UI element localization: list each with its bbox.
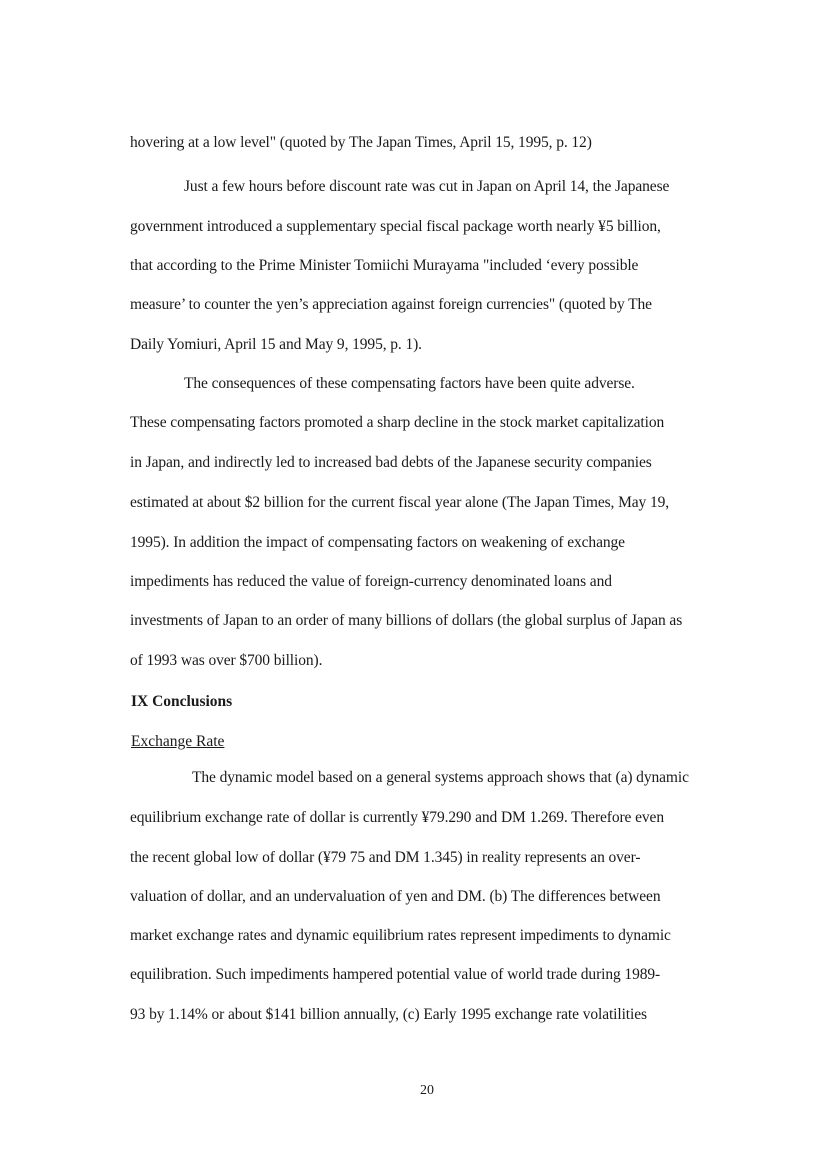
conclusion-line: The dynamic model based on a general systems approach shows that (a) dynamic bbox=[192, 769, 689, 786]
subsection-heading: Exchange Rate bbox=[131, 733, 225, 750]
body-line: measure’ to counter the yen’s appreciation against foreign currencies" (quoted by The bbox=[130, 296, 652, 313]
body-line: government introduced a supplementary special fiscal package worth nearly ¥5 billion, bbox=[130, 218, 661, 235]
conclusion-line: valuation of dollar, and an undervaluation of yen and DM. (b) The differences between bbox=[130, 888, 661, 905]
body-line: These compensating factors promoted a sharp decline in the stock market capitalization bbox=[130, 414, 665, 431]
conclusion-line: market exchange rates and dynamic equilibrium rates represent impediments to dynamic bbox=[130, 927, 671, 944]
body-line: of 1993 was over $700 billion). bbox=[130, 652, 323, 669]
body-line: impediments has reduced the value of foreign-currency denominated loans and bbox=[130, 573, 612, 590]
conclusion-line: the recent global low of dollar (¥79 75 and DM 1.345) in reality represents an over- bbox=[130, 849, 641, 866]
body-line: that according to the Prime Minister Tomiichi Murayama "included ‘every possible bbox=[130, 257, 639, 274]
body-line: 1995). In addition the impact of compensating factors on weakening of exchange bbox=[130, 534, 625, 551]
conclusion-line: 93 by 1.14% or about $141 billion annually, (c) Early 1995 exchange rate volatilities bbox=[130, 1006, 647, 1023]
section-heading: IX Conclusions bbox=[131, 693, 233, 710]
body-line: The consequences of these compensating factors have been quite adverse. bbox=[184, 375, 635, 392]
body-line: investments of Japan to an order of many billions of dollars (the global surplus of Japan as bbox=[130, 612, 683, 629]
body-line: estimated at about $2 billion for the current fiscal year alone (The Japan Times, May 19, bbox=[130, 494, 670, 511]
body-line: Daily Yomiuri, April 15 and May 9, 1995, p. 1). bbox=[130, 336, 422, 353]
page-number: 20 bbox=[420, 1083, 434, 1098]
conclusion-line: equilibrium exchange rate of dollar is currently ¥79.290 and DM 1.269. Therefore even bbox=[130, 809, 664, 826]
body-line: hovering at a low level" (quoted by The Japan Times, April 15, 1995, p. 12) bbox=[130, 134, 592, 151]
conclusion-line: equilibration. Such impediments hampered potential value of world trade during 1989- bbox=[130, 966, 661, 983]
body-line: Just a few hours before discount rate was cut in Japan on April 14, the Japanese bbox=[184, 178, 670, 195]
body-line: in Japan, and indirectly led to increased bad debts of the Japanese security companies bbox=[130, 454, 652, 471]
